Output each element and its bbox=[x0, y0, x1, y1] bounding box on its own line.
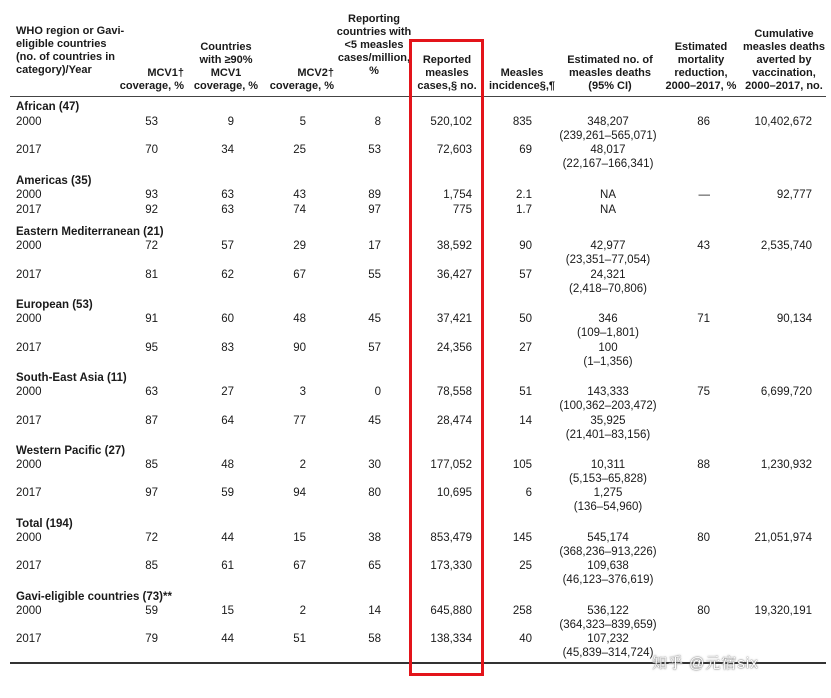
cell-inc: 51 bbox=[519, 386, 532, 398]
cell-rep5: 17 bbox=[368, 240, 381, 252]
row-year: 2017 bbox=[16, 269, 42, 281]
cell-deaths: 24,321 bbox=[590, 269, 626, 281]
cell-c90: 63 bbox=[221, 204, 234, 216]
cell-inc: 2.1 bbox=[516, 189, 532, 201]
row-year: 2000 bbox=[16, 313, 42, 325]
cell-rep5: 58 bbox=[368, 633, 381, 645]
cell-avert: 90,134 bbox=[776, 313, 812, 325]
header-mortality: Estimated mortality reduction, 2000–2017, % bbox=[665, 41, 737, 92]
cell-mcv1: 87 bbox=[145, 415, 158, 427]
cell-mcv2: 74 bbox=[293, 204, 306, 216]
cell-deaths-ci: (22,167–166,341) bbox=[562, 158, 654, 170]
region-label: Gavi-eligible countries (73)** bbox=[16, 591, 172, 603]
region-label: African (47) bbox=[16, 101, 80, 113]
row-year: 2000 bbox=[16, 532, 42, 544]
row-year: 2000 bbox=[16, 605, 42, 617]
header-reported: Reported measles cases,§ no. bbox=[417, 54, 477, 92]
cell-cases: 10,695 bbox=[436, 487, 472, 499]
cell-mcv2: 67 bbox=[293, 560, 306, 572]
row-year: 2017 bbox=[16, 560, 42, 572]
cell-mcv2: 29 bbox=[293, 240, 306, 252]
cell-cases: 645,880 bbox=[430, 605, 472, 617]
cell-mcv2: 25 bbox=[293, 144, 306, 156]
header-mcv1: MCV1† coverage, % bbox=[119, 67, 184, 92]
cell-deaths-ci: (239,261–565,071) bbox=[559, 130, 657, 142]
cell-deaths-ci: (21,401–83,156) bbox=[565, 429, 651, 441]
cell-mcv1: 81 bbox=[145, 269, 158, 281]
cell-mort: — bbox=[698, 189, 710, 201]
region-label: Americas (35) bbox=[16, 175, 92, 187]
row-year: 2000 bbox=[16, 116, 42, 128]
cell-deaths: 545,174 bbox=[587, 532, 629, 544]
cell-mcv1: 85 bbox=[145, 459, 158, 471]
cell-deaths: NA bbox=[600, 189, 616, 201]
cell-c90: 60 bbox=[221, 313, 234, 325]
cell-mcv1: 92 bbox=[145, 204, 158, 216]
cell-avert: 6,699,720 bbox=[760, 386, 812, 398]
cell-inc: 40 bbox=[519, 633, 532, 645]
cell-inc: 105 bbox=[512, 459, 532, 471]
cell-mort: 75 bbox=[697, 386, 710, 398]
cell-mort: 88 bbox=[697, 459, 710, 471]
cell-c90: 63 bbox=[221, 189, 234, 201]
watermark: 知乎 @元宿six bbox=[652, 655, 759, 672]
cell-cases: 177,052 bbox=[430, 459, 472, 471]
region-label: Western Pacific (27) bbox=[16, 445, 126, 457]
cell-rep5: 53 bbox=[368, 144, 381, 156]
cell-mcv2: 3 bbox=[299, 386, 306, 398]
cell-c90: 83 bbox=[221, 342, 234, 354]
cell-c90: 62 bbox=[221, 269, 234, 281]
cell-cases: 520,102 bbox=[430, 116, 472, 128]
cell-deaths-ci: (109–1,801) bbox=[576, 327, 640, 339]
cell-cases: 28,474 bbox=[436, 415, 472, 427]
cell-c90: 44 bbox=[221, 633, 234, 645]
cell-rep5: 0 bbox=[374, 386, 381, 398]
cell-cases: 853,479 bbox=[430, 532, 472, 544]
cell-mcv1: 63 bbox=[145, 386, 158, 398]
cell-avert: 10,402,672 bbox=[754, 116, 812, 128]
cell-mort: 71 bbox=[697, 313, 710, 325]
cell-mcv2: 15 bbox=[293, 532, 306, 544]
cell-avert: 92,777 bbox=[776, 189, 812, 201]
cell-c90: 59 bbox=[221, 487, 234, 499]
cell-deaths-ci: (368,236–913,226) bbox=[559, 546, 657, 558]
cell-rep5: 30 bbox=[368, 459, 381, 471]
cell-rep5: 97 bbox=[368, 204, 381, 216]
cell-rep5: 14 bbox=[368, 605, 381, 617]
row-year: 2017 bbox=[16, 633, 42, 645]
cell-deaths: 107,232 bbox=[587, 633, 629, 645]
cell-deaths-ci: (5,153–65,828) bbox=[568, 473, 648, 485]
cell-deaths-ci: (1–1,356) bbox=[583, 356, 633, 368]
region-label: Total (194) bbox=[16, 518, 73, 530]
cell-mcv2: 43 bbox=[293, 189, 306, 201]
cell-mcv1: 93 bbox=[145, 189, 158, 201]
cell-mcv1: 53 bbox=[145, 116, 158, 128]
cell-mcv1: 91 bbox=[145, 313, 158, 325]
cell-deaths-ci: (100,362–203,472) bbox=[559, 400, 657, 412]
cell-cases: 78,558 bbox=[436, 386, 472, 398]
cell-rep5: 89 bbox=[368, 189, 381, 201]
cell-mcv1: 72 bbox=[145, 532, 158, 544]
cell-inc: 145 bbox=[512, 532, 532, 544]
cell-mcv2: 2 bbox=[299, 459, 306, 471]
cell-rep5: 38 bbox=[368, 532, 381, 544]
cell-mcv2: 5 bbox=[299, 116, 306, 128]
cell-inc: 25 bbox=[519, 560, 532, 572]
row-year: 2017 bbox=[16, 144, 42, 156]
cell-c90: 9 bbox=[227, 116, 234, 128]
cell-cases: 37,421 bbox=[436, 313, 472, 325]
cell-mcv1: 59 bbox=[145, 605, 158, 617]
header-reporting5: Reporting countries with <5 measles cases/million, % bbox=[336, 13, 412, 77]
cell-mort: 43 bbox=[697, 240, 710, 252]
cell-rep5: 80 bbox=[368, 487, 381, 499]
cell-c90: 44 bbox=[221, 532, 234, 544]
cell-inc: 258 bbox=[512, 605, 532, 617]
cell-mcv1: 70 bbox=[145, 144, 158, 156]
cell-deaths: 109,638 bbox=[587, 560, 629, 572]
cell-c90: 27 bbox=[221, 386, 234, 398]
cell-mcv1: 95 bbox=[145, 342, 158, 354]
cell-mcv1: 72 bbox=[145, 240, 158, 252]
cell-deaths-ci: (45,839–314,724) bbox=[562, 647, 654, 659]
cell-deaths: 100 bbox=[598, 342, 618, 354]
cell-avert: 19,320,191 bbox=[754, 605, 812, 617]
cell-cases: 72,603 bbox=[436, 144, 472, 156]
cell-c90: 64 bbox=[221, 415, 234, 427]
cell-cases: 138,334 bbox=[430, 633, 472, 645]
cell-c90: 34 bbox=[221, 144, 234, 156]
cell-mort: 86 bbox=[697, 116, 710, 128]
cell-mcv1: 97 bbox=[145, 487, 158, 499]
cell-inc: 835 bbox=[512, 116, 532, 128]
cell-rep5: 8 bbox=[374, 116, 381, 128]
header-averted: Cumulative measles deaths averted by vaccination, 2000–2017, no. bbox=[743, 28, 825, 92]
cell-cases: 1,754 bbox=[443, 189, 472, 201]
header-deaths: Estimated no. of measles deaths (95% CI) bbox=[567, 54, 653, 92]
cell-inc: 14 bbox=[519, 415, 532, 427]
cell-deaths-ci: (46,123–376,619) bbox=[562, 574, 654, 586]
cell-c90: 61 bbox=[221, 560, 234, 572]
cell-rep5: 57 bbox=[368, 342, 381, 354]
cell-inc: 57 bbox=[519, 269, 532, 281]
row-year: 2017 bbox=[16, 342, 42, 354]
cell-avert: 21,051,974 bbox=[754, 532, 812, 544]
cell-inc: 27 bbox=[519, 342, 532, 354]
row-year: 2017 bbox=[16, 204, 42, 216]
cell-deaths: 1,275 bbox=[593, 487, 623, 499]
cell-rep5: 45 bbox=[368, 415, 381, 427]
cell-rep5: 55 bbox=[368, 269, 381, 281]
cell-mcv2: 67 bbox=[293, 269, 306, 281]
cell-inc: 6 bbox=[525, 487, 532, 499]
cell-inc: 90 bbox=[519, 240, 532, 252]
cell-mcv2: 48 bbox=[293, 313, 306, 325]
cell-mcv2: 77 bbox=[293, 415, 306, 427]
cell-deaths: 48,017 bbox=[590, 144, 626, 156]
cell-mcv1: 79 bbox=[145, 633, 158, 645]
cell-deaths: 42,977 bbox=[590, 240, 626, 252]
cell-cases: 36,427 bbox=[436, 269, 472, 281]
row-year: 2000 bbox=[16, 189, 42, 201]
cell-deaths-ci: (136–54,960) bbox=[573, 501, 643, 513]
cell-rep5: 45 bbox=[368, 313, 381, 325]
cell-c90: 57 bbox=[221, 240, 234, 252]
cell-mort: 80 bbox=[697, 605, 710, 617]
cell-deaths: NA bbox=[600, 204, 616, 216]
cell-deaths-ci: (23,351–77,054) bbox=[565, 254, 651, 266]
region-label: South-East Asia (11) bbox=[16, 372, 127, 384]
row-year: 2000 bbox=[16, 459, 42, 471]
cell-mcv2: 51 bbox=[293, 633, 306, 645]
header-countries90: Countries with ≥90% MCV1 coverage, % bbox=[193, 41, 259, 92]
cell-cases: 38,592 bbox=[436, 240, 472, 252]
cell-rep5: 65 bbox=[368, 560, 381, 572]
cell-mcv2: 2 bbox=[299, 605, 306, 617]
cell-deaths-ci: (364,323–839,659) bbox=[559, 619, 657, 631]
cell-avert: 2,535,740 bbox=[760, 240, 812, 252]
cell-deaths: 348,207 bbox=[587, 116, 629, 128]
cell-c90: 48 bbox=[221, 459, 234, 471]
row-year: 2017 bbox=[16, 487, 42, 499]
cell-c90: 15 bbox=[221, 605, 234, 617]
cell-cases: 775 bbox=[452, 204, 472, 216]
cell-deaths: 10,311 bbox=[590, 459, 626, 471]
cell-inc: 1.7 bbox=[516, 204, 532, 216]
cell-deaths: 35,925 bbox=[590, 415, 626, 427]
row-year: 2017 bbox=[16, 415, 42, 427]
cell-cases: 173,330 bbox=[430, 560, 472, 572]
cell-mcv2: 94 bbox=[293, 487, 306, 499]
cell-deaths: 143,333 bbox=[587, 386, 629, 398]
cell-cases: 24,356 bbox=[436, 342, 472, 354]
header-region: WHO region or Gavi-eligible countries (no. of countries in category)/Year bbox=[16, 25, 125, 76]
row-year: 2000 bbox=[16, 240, 42, 252]
row-year: 2000 bbox=[16, 386, 42, 398]
cell-deaths: 536,122 bbox=[587, 605, 629, 617]
cell-deaths-ci: (2,418–70,806) bbox=[568, 283, 648, 295]
cell-mort: 80 bbox=[697, 532, 710, 544]
header-mcv2: MCV2† coverage, % bbox=[269, 67, 334, 92]
cell-inc: 50 bbox=[519, 313, 532, 325]
cell-mcv2: 90 bbox=[293, 342, 306, 354]
header-incidence: Measles incidence§,¶ bbox=[488, 67, 556, 92]
region-label: European (53) bbox=[16, 299, 93, 311]
reported-cases-highlight bbox=[409, 39, 484, 676]
cell-deaths: 346 bbox=[598, 313, 618, 325]
cell-avert: 1,230,932 bbox=[760, 459, 812, 471]
cell-mcv1: 85 bbox=[145, 560, 158, 572]
cell-inc: 69 bbox=[519, 144, 532, 156]
region-label: Eastern Mediterranean (21) bbox=[16, 226, 164, 238]
